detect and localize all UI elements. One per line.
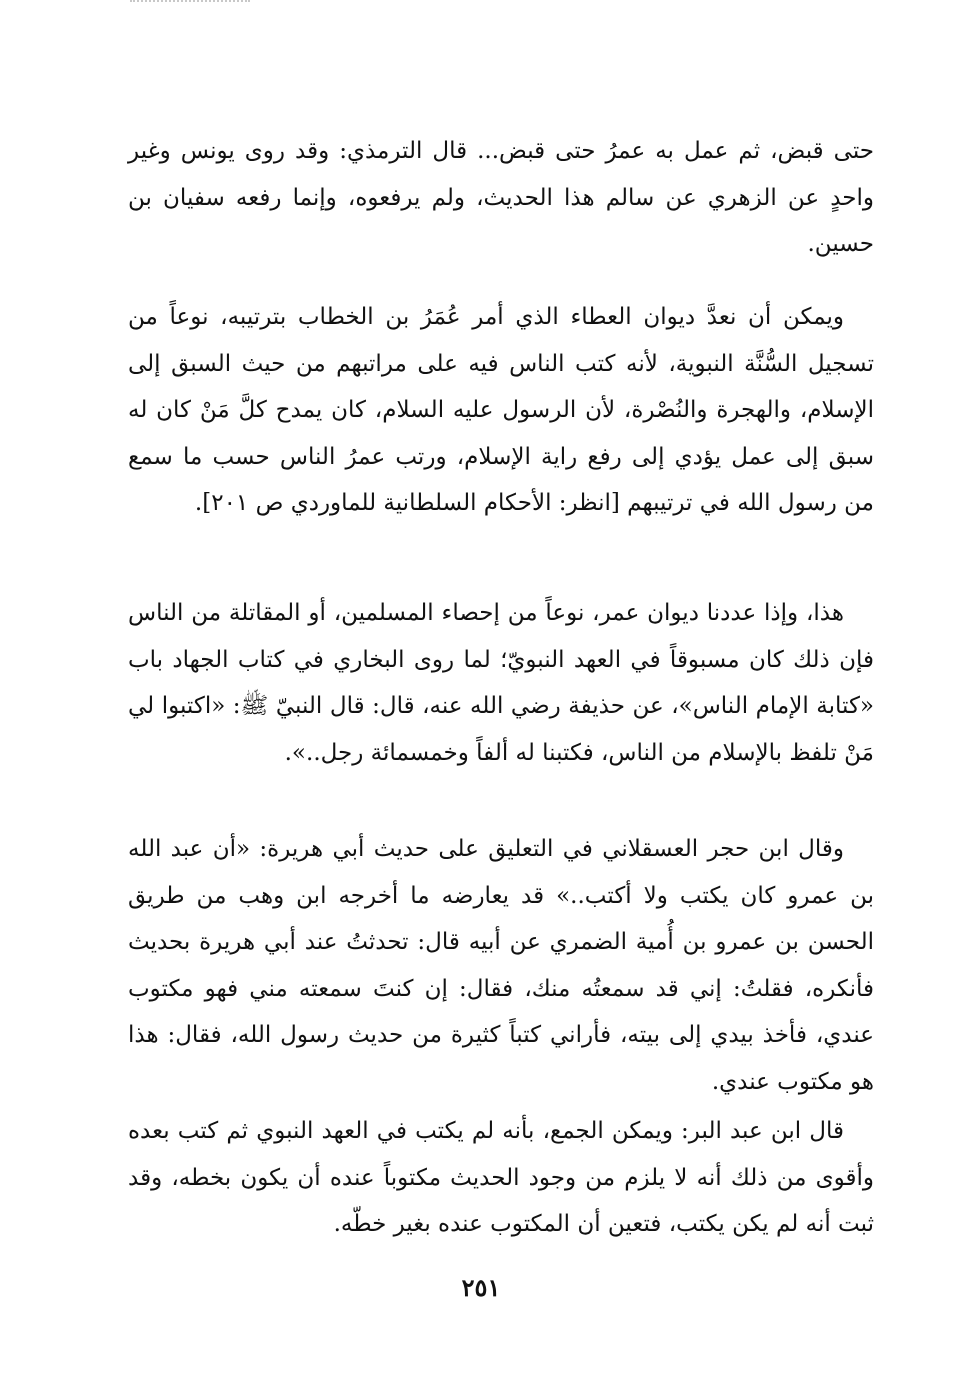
paragraph-3: [128, 590, 874, 776]
page-number: ٢٥١: [461, 1273, 501, 1302]
paragraph-text: ويمكن أن نعدَّ ديوان العطاء الذي أمر عُمَرُ بن الخطاب بترتيبه، نوعاً من تسجيل السُّنَّة النبوية، لأنه كتب الناس فيه على مراتبهم من حيث السبق إلى الإسلام، والهجرة والنُصْرة، لأن الرسول عليه السلام، كان يمدح كلَّ مَنْ كان له سبق إلى عمل يؤدي إلى رفع راية الإسلام، ورتب عمرُ الناس حسب ما سمع من رسول الله في ترتيبهم [انظر: الأحكام السلطانية للماوردي ص ٢٠١].: [128, 304, 874, 516]
paragraph-5: [128, 1108, 874, 1248]
paragraph-text: هذا، وإذا عددنا ديوان عمر، نوعاً من إحصاء المسلمين، أو المقاتلة من الناس فإن ذلك كان مسبوقاً في العهد النبويّ؛ لما روى البخاري في كتاب الجهاد باب «كتابة الإمام الناس»، عن حذيفة رضي الله عنه، قال: قال النبيّ ﷺ: «اكتبوا لي مَنْ تلفظ بالإسلام من الناس، فكتبنا له ألفاً وخمسمائة رجل..».: [128, 600, 874, 766]
scan-artifact-dots: [130, 0, 250, 8]
paragraph-1: [128, 128, 874, 268]
paragraph-text: قال ابن عبد البر: ويمكن الجمع، بأنه لم يكتب في العهد النبوي ثم كتب بعده وأقوى من ذلك أنه لا يلزم من وجود الحديث مكتوباً عنده أن يكون بخطه، وقد ثبت أنه لم يكن يكتب، فتعين أن المكتوب عنده بغير خطّه.: [128, 1118, 874, 1237]
paragraph-2: [128, 294, 874, 527]
paragraph-text: وقال ابن حجر العسقلاني في التعليق على حديث أبي هريرة: «أن عبد الله بن عمرو كان يكتب ولا أكتب..» قد يعارضه ما أخرجه ابن وهب من طريق الحسن بن عمرو بن أُمية الضمري عن أبيه قال: تحدثتُ عند أبي هريرة بحديث فأنكره، فقلتُ: إني قد سمعتُه منك، فقال: إن كنتَ سمعته مني فهو مكتوب عندي، فأخذ بيدي إلى بيته، فأراني كتباً كثيرة من حديث رسول الله، فقال: هذا هو مكتوب عندي.: [128, 836, 874, 1095]
paragraph-text: حتى قبض، ثم عمل به عمرُ حتى قبض... قال الترمذي: وقد روى يونس وغير واحدٍ عن الزهري عن سالم هذا الحديث، ولم يرفعوه، وإنما رفعه سفيان بن حسين.: [128, 138, 874, 257]
paragraph-4: [128, 826, 874, 1105]
